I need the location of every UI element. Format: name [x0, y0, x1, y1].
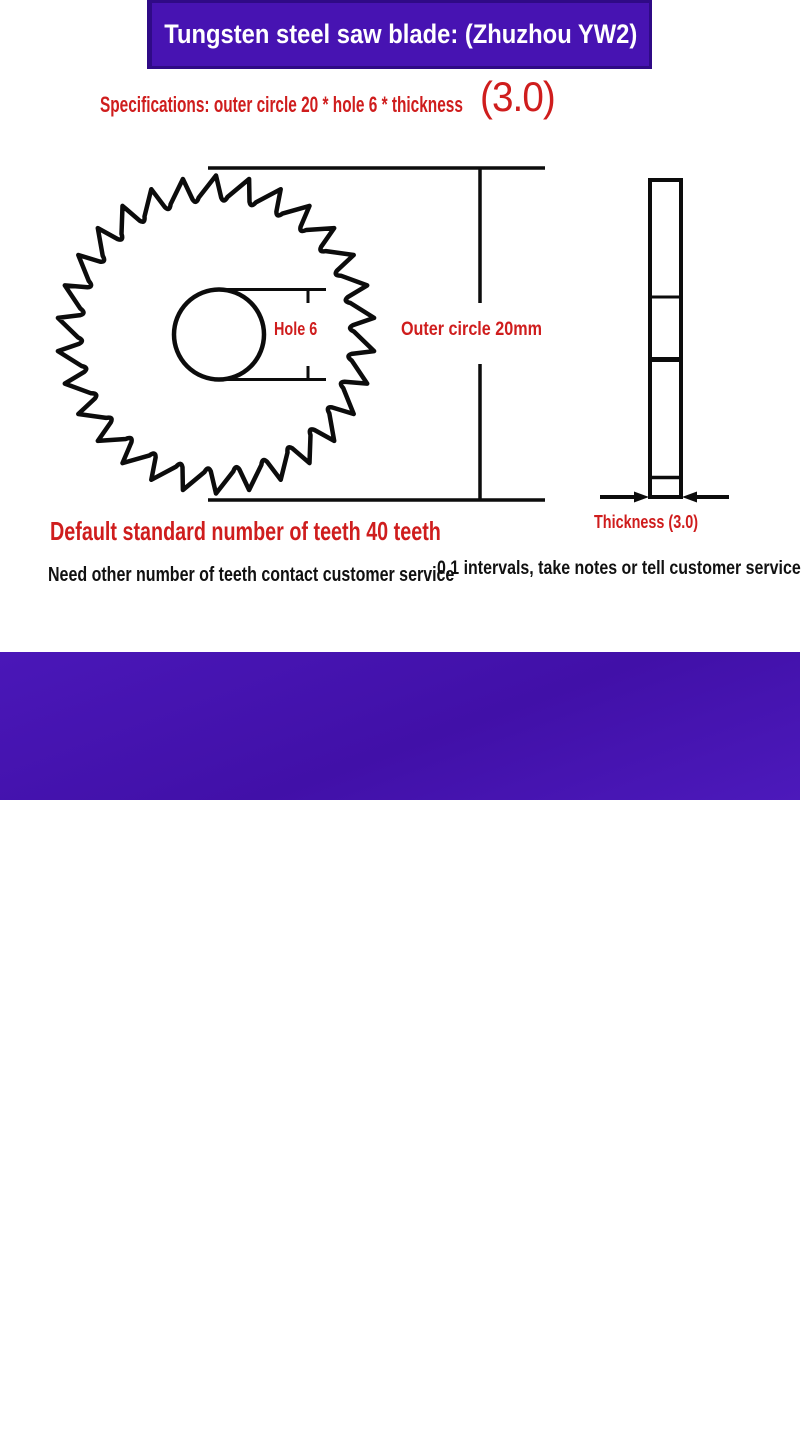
footer-banner: [0, 652, 800, 1436]
center-hole: [174, 290, 264, 380]
spec-value: (3.0): [480, 73, 555, 120]
footer-item-diameters: Customized various diameters: [56, 1389, 406, 1420]
thickness-arrow-right: [682, 492, 697, 503]
product-title: Tungsten steel saw blade: (Zhuzhou YW2): [163, 18, 638, 49]
footer-headline: Real factory direct professional non-calibration: [60, 1320, 740, 1358]
hole-label: Hole 6: [274, 319, 318, 339]
outer-circle-label: Outer circle 20mm: [401, 319, 542, 340]
thickness-interval-note: 0.1 intervals, take notes or tell customer service: [437, 558, 801, 579]
teeth-contact-note: Need other number of teeth contact customer service: [48, 564, 455, 586]
thickness-arrow-left: [634, 492, 649, 503]
blade-technical-drawing: [0, 150, 800, 512]
footer-item-teeth: Number of teeth, etc.: [538, 1375, 730, 1436]
thickness-label: Thickness (3.0): [594, 512, 699, 532]
spec-text: Specifications: outer circle 20 * hole 6 * thickness: [100, 92, 463, 117]
side-view-rect: [650, 180, 681, 497]
header-banner: [147, 0, 652, 69]
footer-item-thickness: Thickness: [412, 1389, 530, 1420]
default-teeth-note: Default standard number of teeth 40 teeth: [50, 516, 441, 546]
footer-headline-row: [0, 1320, 800, 1359]
side-view: [600, 180, 729, 503]
